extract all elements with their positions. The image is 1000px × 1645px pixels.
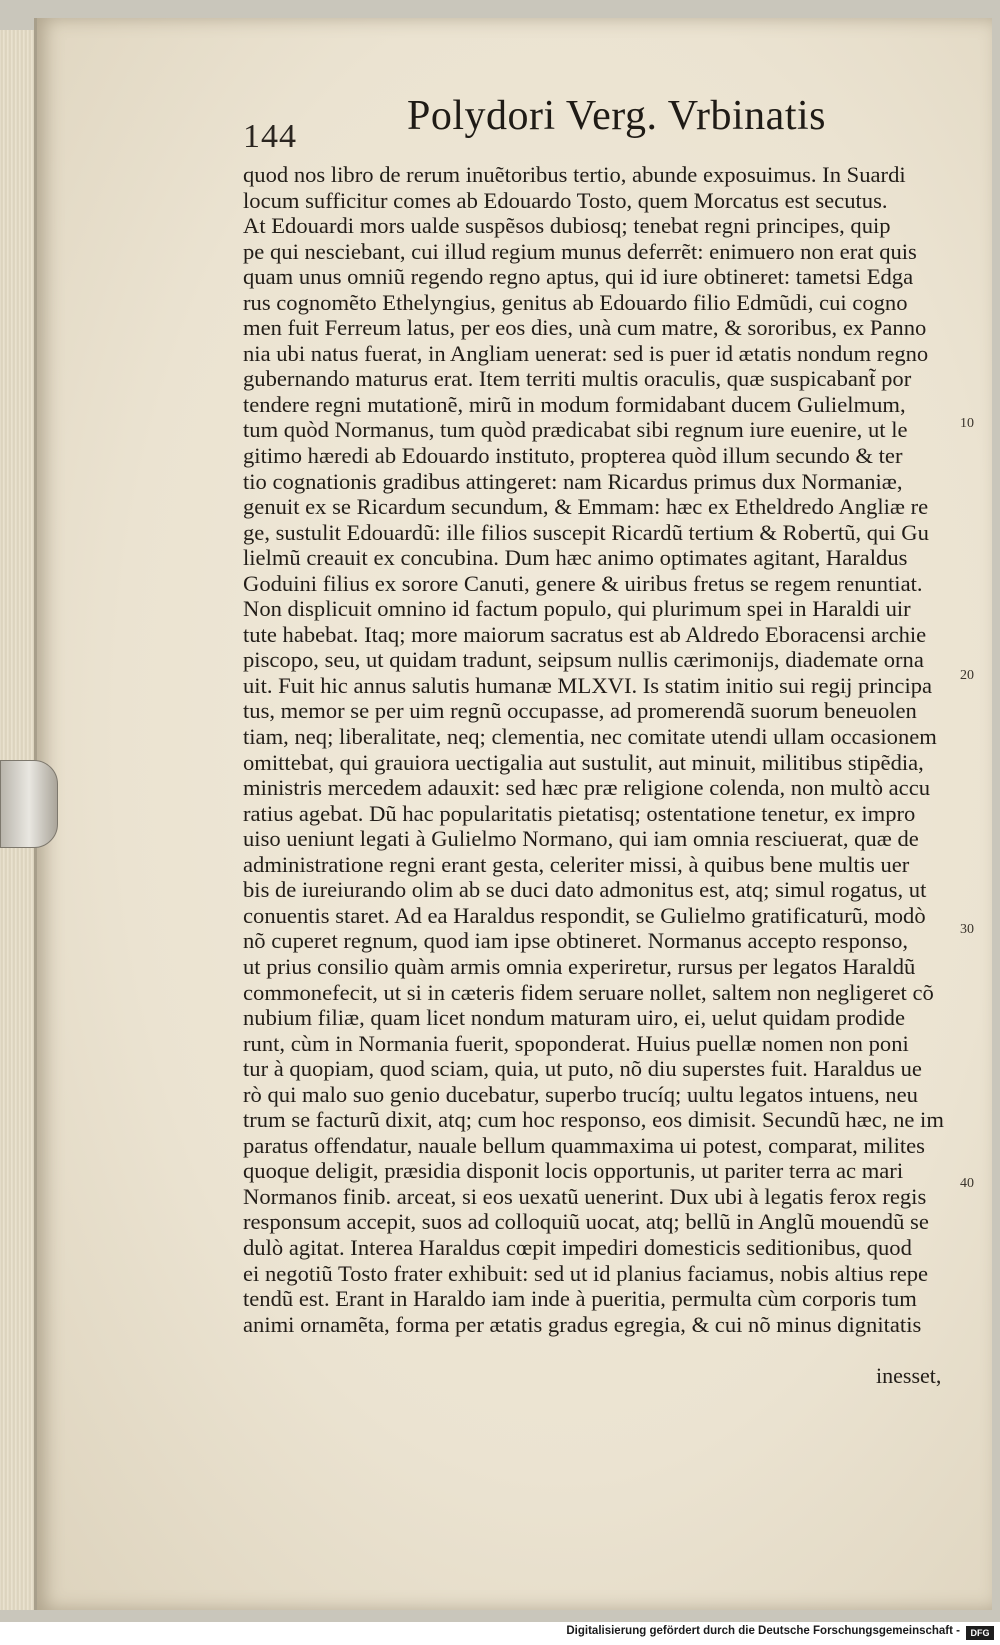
text-line: omittebat, qui grauiora uectigalia aut sustulit, aut minuit, militibus stipẽdia, bbox=[243, 749, 924, 775]
text-line: gubernando maturus erat. Item territi multis oraculis, quæ suspicabant̃ por bbox=[243, 366, 912, 392]
text-line: At Edouardi mors ualde suspẽsos dubiosq; tenebat regni principes, quip bbox=[243, 213, 891, 239]
text-line: ministris mercedem adauxit: sed hæc præ religione colenda, non multò accu bbox=[243, 775, 931, 801]
text-line: tur à quopiam, quod sciam, quia, ut puto, nõ diu superstes fuit. Haraldus ue bbox=[243, 1056, 922, 1082]
text-line: dulò agitat. Interea Haraldus cœpit impediri domesticis seditionibus, quod bbox=[243, 1234, 912, 1260]
footer-bar bbox=[0, 1622, 1000, 1645]
body-text bbox=[243, 162, 944, 1337]
text-line: locum sufficitur comes ab Edouardo Tosto, quem Morcatus est secutus. bbox=[243, 187, 888, 213]
margin-line-number: 30 bbox=[960, 922, 974, 937]
text-line: uit. Fuit hic annus salutis humanæ MLXVI. Is statim initio sui regij principa bbox=[243, 672, 933, 698]
text-line: tum quòd Normanus, tum quòd prædicabat sibi regnum iure euenire, ut le bbox=[243, 417, 908, 443]
text-line: tus, memor se per uim regnũ occupasse, ad promerendã suorum beneuolen bbox=[243, 698, 917, 724]
text-line: quod nos libro de rerum inuẽtoribus tertio, abunde exposuimus. In Suardi bbox=[243, 162, 906, 187]
page-header bbox=[243, 92, 843, 155]
text-line: administratione regni erant gesta, celeriter missi, à quibus bene multis uer bbox=[243, 851, 910, 877]
text-line: lielmũ creauit ex concubina. Dum hæc animo optimates agitant, Haraldus bbox=[243, 545, 908, 571]
text-line: nubium filiæ, quam licet nondum maturam uiro, ei, uelut quidam prodide bbox=[243, 1005, 906, 1031]
text-line: tendũ est. Erant in Haraldo iam inde à pueritia, permulta cùm corporis tum bbox=[243, 1286, 917, 1312]
text-line: ratius agebat. Dũ hac popularitatis pietatisq; ostentatione tenetur, ex impro bbox=[243, 800, 916, 826]
text-line: pe qui nesciebant, cui illud regium munus deferrẽt: enimuero non erat quis bbox=[243, 238, 917, 264]
text-line: nia ubi natus fuerat, in Angliam uenerat: sed is puer id ætatis nondum regno bbox=[243, 340, 929, 366]
text-line: quoque deligit, præsidia disponit locis opportunis, ut pariter terra ac mari bbox=[243, 1158, 904, 1184]
funding-notice: Digitalisierung gefördert durch die Deutsche Forschungsgemeinschaft - bbox=[566, 1625, 960, 1637]
text-line: quam unus omniũ regendo regno aptus, qui id iure obtineret: tametsi Edga bbox=[243, 264, 914, 290]
text-line: tute habebat. Itaq; more maiorum sacratus est ab Aldredo Eboracensi archie bbox=[243, 621, 927, 647]
text-line: piscopo, seu, ut quidam tradunt, seipsum nullis cærimonijs, diademate orna bbox=[243, 647, 924, 673]
running-title: Polydori Verg. Vrbinatis bbox=[407, 93, 826, 139]
text-line: responsum accepit, suos ad colloquiũ uocat, atq; bellũ in Anglũ mouendũ se bbox=[243, 1209, 929, 1235]
text-line: Goduini filius ex sorore Canuti, genere & uiribus fretus se regem renuntiat. bbox=[243, 570, 923, 596]
text-line: tio cognationis gradibus attingeret: nam Ricardus primus dux Normaniæ, bbox=[243, 468, 903, 494]
text-line: ut prius consilio quàm armis omnia experiretur, rursus per legatos Haraldũ bbox=[243, 953, 916, 979]
margin-line-number: 40 bbox=[960, 1176, 974, 1191]
text-line: genuit ex se Ricardum secundum, & Emmam: hæc ex Etheldredo Angliæ re bbox=[243, 494, 929, 520]
text-line: paratus offendatur, nauale bellum quammaxima ui potest, comparat, milites bbox=[243, 1132, 925, 1158]
text-line: men fuit Ferreum latus, per eos dies, unà cum matre, & sororibus, ex Panno bbox=[243, 315, 927, 341]
text-line: conuentis staret. Ad ea Haraldus respondit, se Gulielmo gratificaturũ, modò bbox=[243, 902, 926, 928]
text-line: rò qui malo suo genio ducebatur, superbo trucíq; uultu legatos intuens, neu bbox=[243, 1081, 918, 1107]
text-line: animi ornamẽta, forma per ætatis gradus egregia, & cui nõ minus dignitatis bbox=[243, 1311, 922, 1337]
page-clip bbox=[0, 760, 58, 848]
text-line: uiso ueniunt legati à Gulielmo Normano, qui iam omnia resciuerat, quæ de bbox=[243, 826, 919, 852]
text-line: tendere regni mutationẽ, mirũ in modum formidabant ducem Gulielmum, bbox=[243, 391, 906, 417]
text-line: Non displicuit omnino id factum populo, qui plurimum spei in Haraldi uir bbox=[243, 596, 911, 622]
page-number: 144 bbox=[243, 118, 297, 155]
text-line: nõ cuperet regnum, quod iam ipse obtineret. Normanus accepto responso, bbox=[243, 928, 909, 954]
text-line: ge, sustulit Edouardũ: ille filios suscepit Ricardũ tertium & Robertũ, qui Gu bbox=[243, 519, 929, 545]
catchword: inesset, bbox=[876, 1363, 942, 1388]
text-line: commonefecit, ut si in cæteris fidem seruare nollet, saltem non negligeret cõ bbox=[243, 979, 934, 1005]
text-line: bis de iureiurando olim ab se duci dato admonitus est, atq; simul rogatus, ut bbox=[243, 877, 927, 903]
text-line: trum se facturũ dixit, atq; cum hoc responso, eos dimisit. Secundũ hæc, ne im bbox=[243, 1107, 944, 1133]
text-line: ei negotiũ Tosto frater exhibuit: sed ut id planius faciamus, nobis altius repe bbox=[243, 1260, 929, 1286]
text-line: Normanos finib. arceat, si eos uexatũ uenerint. Dux ubi à legatis ferox regis bbox=[243, 1183, 927, 1209]
dfg-logo: DFG bbox=[966, 1626, 994, 1640]
margin-line-number: 20 bbox=[960, 668, 974, 683]
text-line: tiam, neq; liberalitate, neq; clementia, nec comitate utendi ullam occasionem bbox=[243, 724, 937, 750]
text-line: gitimo hæredi ab Edouardo instituto, propterea quòd illum secundo & ter bbox=[243, 443, 903, 469]
text-line: runt, cùm in Normania fuerit, spoponderat. Huius puellæ nomen non poni bbox=[243, 1030, 909, 1056]
text-line: rus cognomẽto Ethelyngius, genitus ab Edouardo filio Edmũdi, cui cogno bbox=[243, 289, 908, 315]
margin-line-number: 10 bbox=[960, 416, 974, 431]
